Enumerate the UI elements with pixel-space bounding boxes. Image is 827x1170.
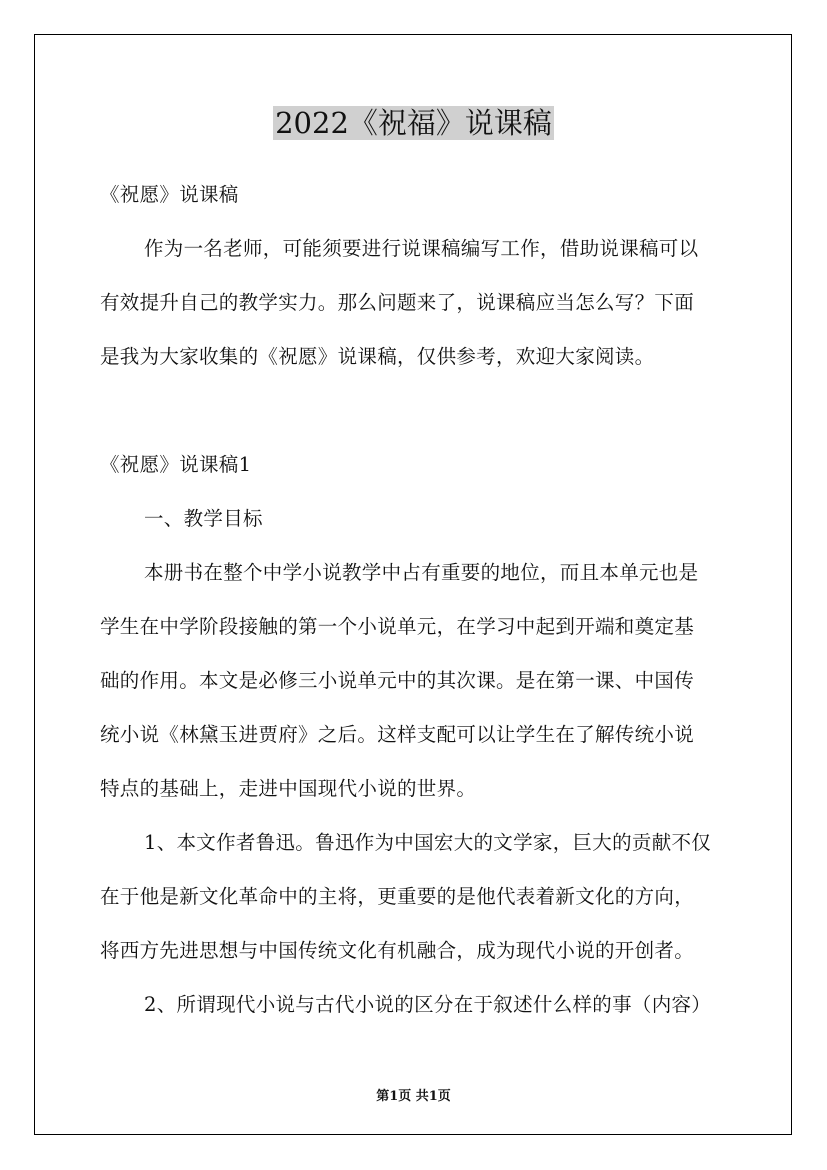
paragraph1-line-5: 特点的基础上，走进中国现代小说的世界。 <box>100 777 477 800</box>
intro-line-3: 是我为大家收集的《祝愿》说课稿，仅供参考，欢迎大家阅读。 <box>100 345 655 368</box>
paragraph2-line-2: 在于他是新文化革命中的主将，更重要的是他代表着新文化的方向， <box>100 885 695 908</box>
subsection-heading: 一、教学目标 <box>144 507 263 530</box>
title-text: 2022《祝福》说课稿 <box>275 106 552 140</box>
paragraph3-line-1: 2、所谓现代小说与古代小说的区分在于叙述什么样的事（内容） <box>144 993 712 1016</box>
intro-line-1: 作为一名老师，可能须要进行说课稿编写工作，借助说课稿可以 <box>144 237 699 260</box>
paragraph2-line-3: 将西方先进思想与中国传统文化有机融合，成为现代小说的开创者。 <box>100 939 695 962</box>
paragraph1-line-3: 础的作用。本文是必修三小说单元中的其次课。是在第一课、中国传 <box>100 669 695 692</box>
paragraph1-line-4: 统小说《林黛玉进贾府》之后。这样支配可以让学生在了解传统小说 <box>100 723 695 746</box>
document-title <box>0 104 827 142</box>
subtitle: 《祝愿》说课稿 <box>100 183 239 206</box>
paragraph1-line-2: 学生在中学阶段接触的第一个小说单元，在学习中起到开端和奠定基 <box>100 615 695 638</box>
section-heading: 《祝愿》说课稿1 <box>100 453 252 476</box>
paragraph1-line-1: 本册书在整个中学小说教学中占有重要的地位，而且本单元也是 <box>144 561 699 584</box>
intro-line-2: 有效提升自己的教学实力。那么问题来了，说课稿应当怎么写？下面 <box>100 291 695 314</box>
page-footer: 第1页 共1页 <box>376 1089 451 1104</box>
paragraph2-line-1: 1、本文作者鲁迅。鲁迅作为中国宏大的文学家，巨大的贡献不仅 <box>144 831 712 854</box>
